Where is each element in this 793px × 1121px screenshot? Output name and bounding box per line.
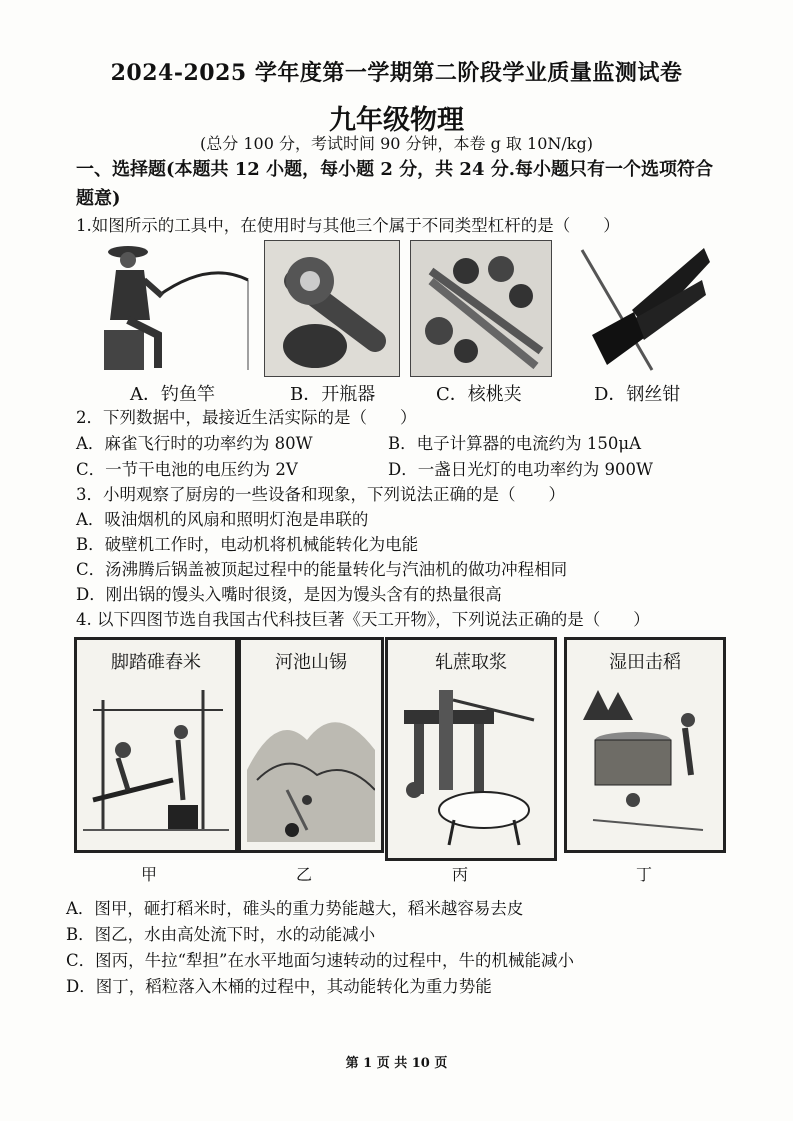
mountain-tin-illustration [247, 680, 375, 842]
bottle-opener-photo [265, 241, 399, 376]
sugarcane-press-illustration [394, 680, 548, 850]
q3-option-a: A．吸油烟机的风扇和照明灯泡是串联的 [76, 510, 369, 529]
rice-threshing-illustration [573, 680, 717, 842]
q1-figure-bottle-opener [264, 240, 400, 377]
q1-option-b: B．开瓶器 [290, 384, 376, 405]
q4-option-c: C．图丙，牛拉“犁担”在水平地面匀速转动的过程中，牛的机械能减小 [66, 951, 574, 970]
rice-pounding-illustration [83, 680, 229, 842]
q4-panel-ding [564, 637, 726, 853]
q4-panel-bing [385, 637, 557, 861]
q1-stem: 1.如图所示的工具中，在使用时与其他三个属于不同类型杠杆的是（ ） [76, 216, 620, 235]
q1-option-a: A．钓鱼竿 [130, 384, 215, 405]
q1-figure-pliers [572, 240, 710, 375]
q4-stem: 4. 以下四图节选自我国古代科技巨著《天工开物》，下列说法正确的是（ ） [76, 610, 650, 629]
q4-label-ding: 丁 [636, 865, 653, 884]
q2-stem: 2．下列数据中，最接近生活实际的是（ ） [76, 408, 417, 427]
q4-panel-title: 脚踏碓舂米 [111, 652, 201, 673]
q4-label-yi: 乙 [296, 865, 313, 884]
q4-panel-jia [74, 637, 238, 853]
q1-option-d: D．钢丝钳 [594, 384, 681, 405]
q3-option-b: B．破壁机工作时，电动机将机械能转化为电能 [76, 535, 419, 554]
q2-option-c: C．一节干电池的电压约为 2V [76, 460, 298, 479]
q3-option-c: C．汤沸腾后锅盖被顶起过程中的能量转化与汽油机的做功冲程相同 [76, 560, 568, 579]
q4-label-bing: 丙 [452, 865, 469, 884]
page-footer: 第 1 页 共 10 页 [345, 1056, 448, 1071]
q4-panel-title: 轧蔗取浆 [435, 652, 507, 673]
q2-option-d: D．一盏日光灯的电功率约为 900W [388, 460, 653, 479]
q4-option-d: D．图丁，稻粒落入木桶的过程中，其动能转化为重力势能 [66, 977, 492, 996]
q4-panel-yi [238, 637, 384, 853]
q3-stem: 3．小明观察了厨房的一些设备和现象，下列说法正确的是（ ） [76, 485, 565, 504]
fishing-man-illustration [98, 240, 250, 375]
section-heading: 一、选择题(本题共 12 小题，每小题 2 分，共 24 分.每小题只有一个选项符合 [76, 159, 714, 180]
q1-option-c: C．核桃夹 [436, 384, 522, 405]
q1-figure-nutcracker [410, 240, 552, 377]
q1-figure-fishing-rod [98, 240, 250, 375]
pliers-illustration [572, 240, 710, 375]
q4-option-a: A．图甲，砸打稻米时，碓头的重力势能越大，稻米越容易去皮 [66, 899, 524, 918]
exam-title: 2024-2025 学年度第一学期第二阶段学业质量监测试卷 [110, 60, 683, 86]
q4-panel-title: 湿田击稻 [609, 652, 681, 673]
section-heading-cont: 题意) [76, 188, 121, 209]
q4-panel-title: 河池山锡 [275, 652, 347, 673]
q3-option-d: D．刚出锅的馒头入嘴时很烫，是因为馒头含有的热量很高 [76, 585, 502, 604]
q2-option-b: B．电子计算器的电流约为 150μA [388, 434, 642, 453]
q4-option-b: B．图乙，水由高处流下时，水的动能减小 [66, 925, 376, 944]
exam-subject: 九年级物理 [329, 105, 464, 136]
exam-note: (总分 100 分，考试时间 90 分钟，本卷 g 取 10N/kg) [200, 134, 593, 153]
q2-option-a: A．麻雀飞行时的功率约为 80W [76, 434, 313, 453]
q4-label-jia: 甲 [141, 865, 158, 884]
nutcracker-photo [411, 241, 551, 376]
